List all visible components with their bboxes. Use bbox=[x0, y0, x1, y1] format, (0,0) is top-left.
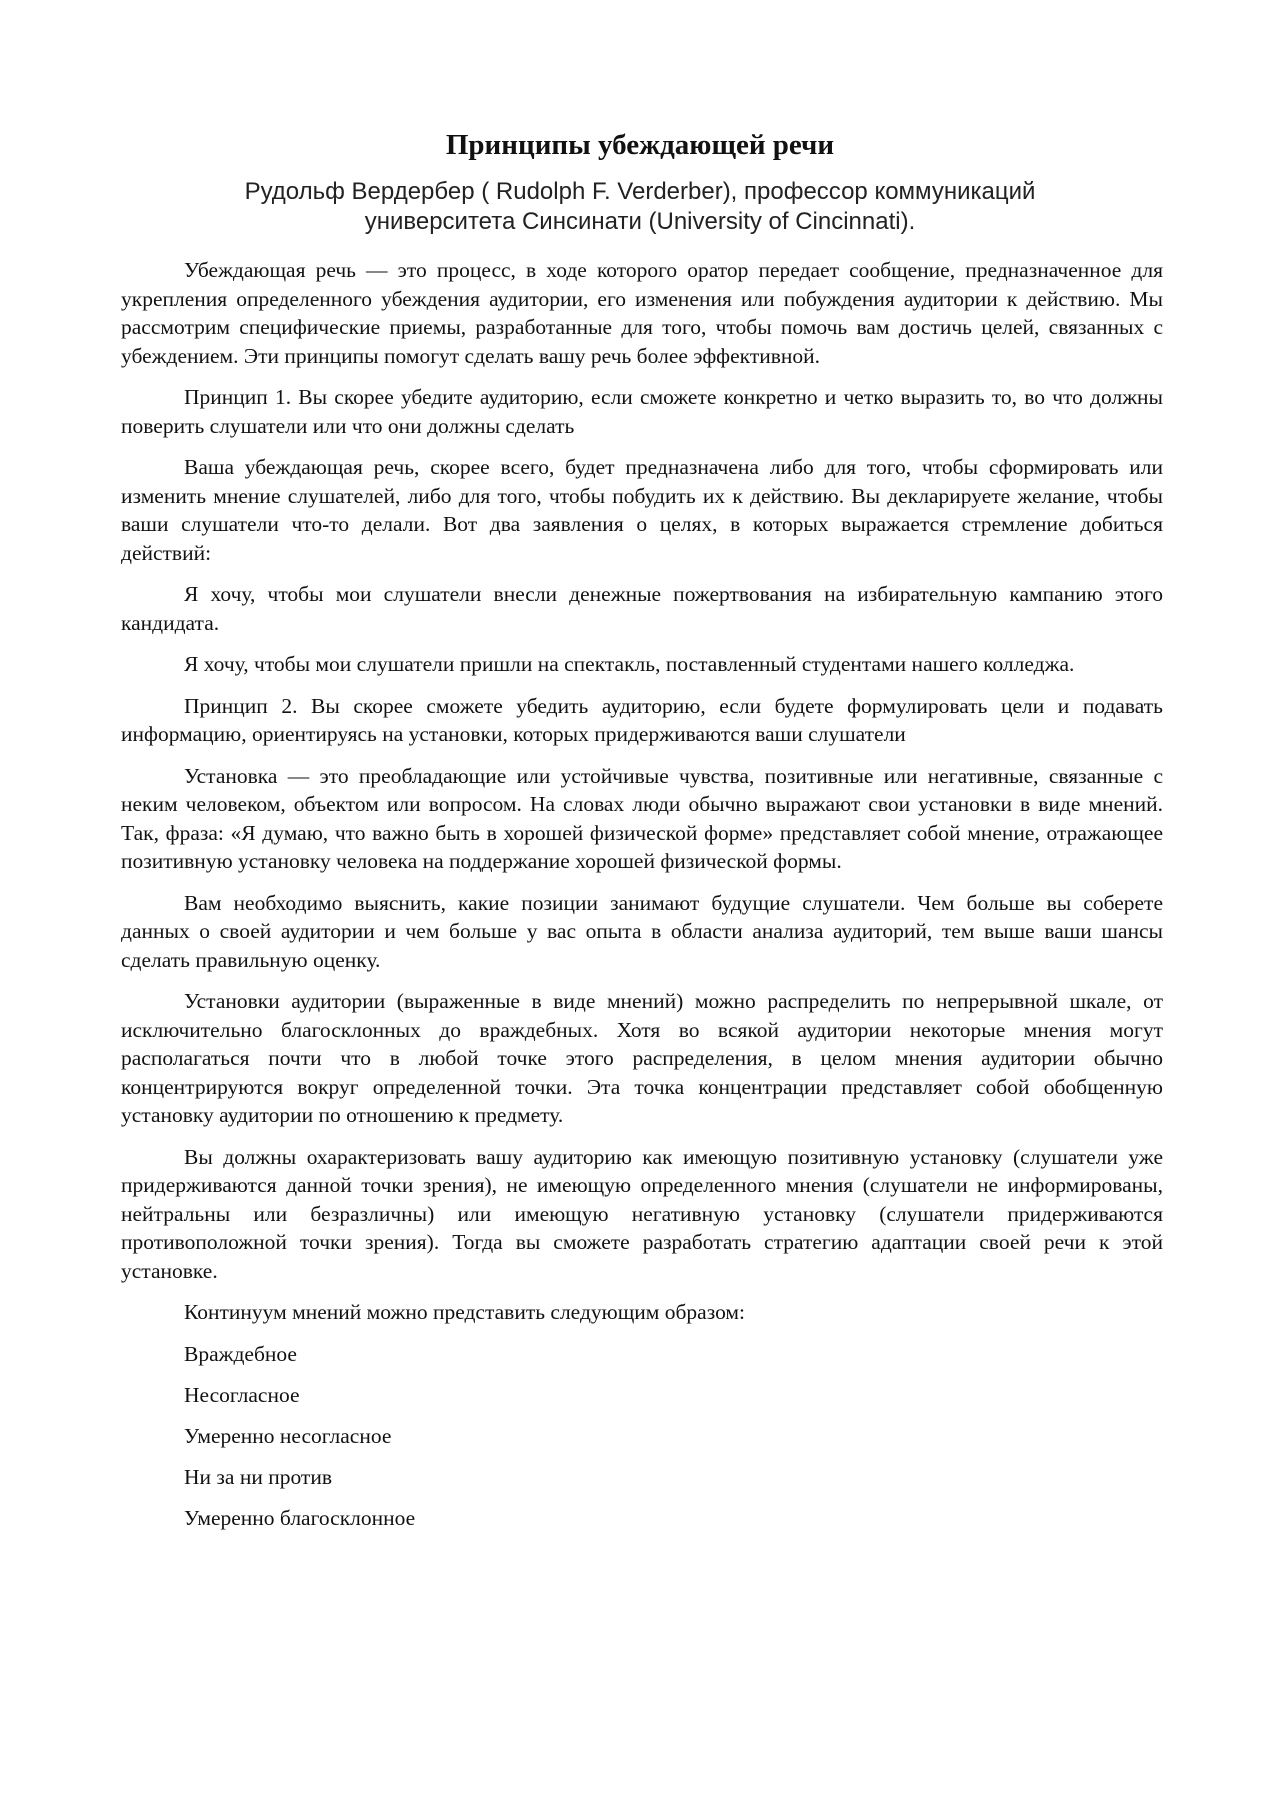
example-goal-1: Я хочу, чтобы мои слушатели внесли денежные пожертвования на избирательную кампанию этого кандидата. bbox=[121, 582, 1163, 635]
document-title: Принципы убеждающей речи bbox=[445, 129, 835, 161]
paragraph: Континуум мнений можно представить следующим образом: bbox=[184, 1300, 746, 1324]
author-line-2: университета Синсинати (University of Cincinnati). bbox=[364, 208, 916, 235]
paragraph: Установки аудитории (выраженные в виде мнений) можно распределить по непрерывной шкале, от исключительно благосклонных до враждебных. Хотя во всякой аудитории некоторые мнения могут располагаться почти что в любой точке этого распределения, в целом мнения аудитории обычно концентрируются вокруг определенной точки. Эта точка концентрации представляет собой обобщенную установку аудитории по отношению к предмету. bbox=[121, 989, 1163, 1127]
paragraph: Установка — это преобладающие или устойчивые чувства, позитивные или негативные, связанные с неким человеком, объектом или вопросом. На словах люди обычно выражают свои установки в виде мнений. Так, фраза: «Я думаю, что важно быть в хорошей физической форме» представляет собой мнение, отражающее позитивную установку человека на поддержание хорошей физической формы. bbox=[121, 763, 1163, 873]
continuum-item: Ни за ни против bbox=[184, 1464, 332, 1489]
paragraph: Вы должны охарактеризовать вашу аудиторию как имеющую позитивную установку (слушатели уже придерживаются данной точки зрения), не имеющую определенного мнения (слушатели не информированы, нейтральны или безразличны) или имеющую негативную установку (слушатели придерживаются противоположной точки зрения). Тогда вы сможете разработать стратегию адаптации своей речи к этой установке. bbox=[121, 1144, 1163, 1283]
paragraph-intro: Убеждающая речь — это процесс, в ходе которого оратор передает сообщение, предназначенное для укрепления определенного убеждения аудитории, его изменения или побуждения аудитории к действию. Мы рассмотрим специфические приемы, разработанные для того, чтобы помочь вам достичь целей, связанных с убеждением. Эти принципы помогут сделать вашу речь более эффективной. bbox=[121, 258, 1163, 368]
example-goal-2: Я хочу, чтобы мои слушатели пришли на спектакль, поставленный студентами нашего колледжа. bbox=[184, 652, 1075, 676]
author-line bbox=[140, 177, 1140, 237]
principle-1-heading: Принцип 1. Вы скорее убедите аудиторию, если сможете конкретно и четко выразить то, во что должны поверить слушатели или что они должны сделать bbox=[121, 385, 1163, 438]
continuum-item: Враждебное bbox=[184, 1341, 297, 1366]
continuum-item: Умеренно несогласное bbox=[184, 1423, 392, 1448]
continuum-item: Несогласное bbox=[184, 1382, 300, 1407]
paragraph: Ваша убеждающая речь, скорее всего, будет предназначена либо для того, чтобы сформировать или изменить мнение слушателей, либо для того, чтобы побудить их к действию. Вы декларируете желание, чтобы ваши слушатели что-то делали. Вот два заявления о целях, в которых выражается стремление добиться действий: bbox=[121, 455, 1163, 565]
document-body bbox=[121, 256, 1163, 1545]
author-line-1: Рудольф Вердербер ( Rudolph F. Verderber), профессор коммуникаций bbox=[244, 178, 1036, 205]
continuum-item: Умеренно благосклонное bbox=[184, 1505, 416, 1530]
principle-2-heading: Принцип 2. Вы скорее сможете убедить аудиторию, если будете формулировать цели и подавать информацию, ориентируясь на установки, которых придерживаются ваши слушатели bbox=[121, 693, 1163, 746]
paragraph: Вам необходимо выяснить, какие позиции занимают будущие слушатели. Чем больше вы соберете данных о своей аудитории и чем больше у вас опыта в области анализа аудиторий, тем выше ваши шансы сделать правильную оценку. bbox=[121, 890, 1163, 972]
